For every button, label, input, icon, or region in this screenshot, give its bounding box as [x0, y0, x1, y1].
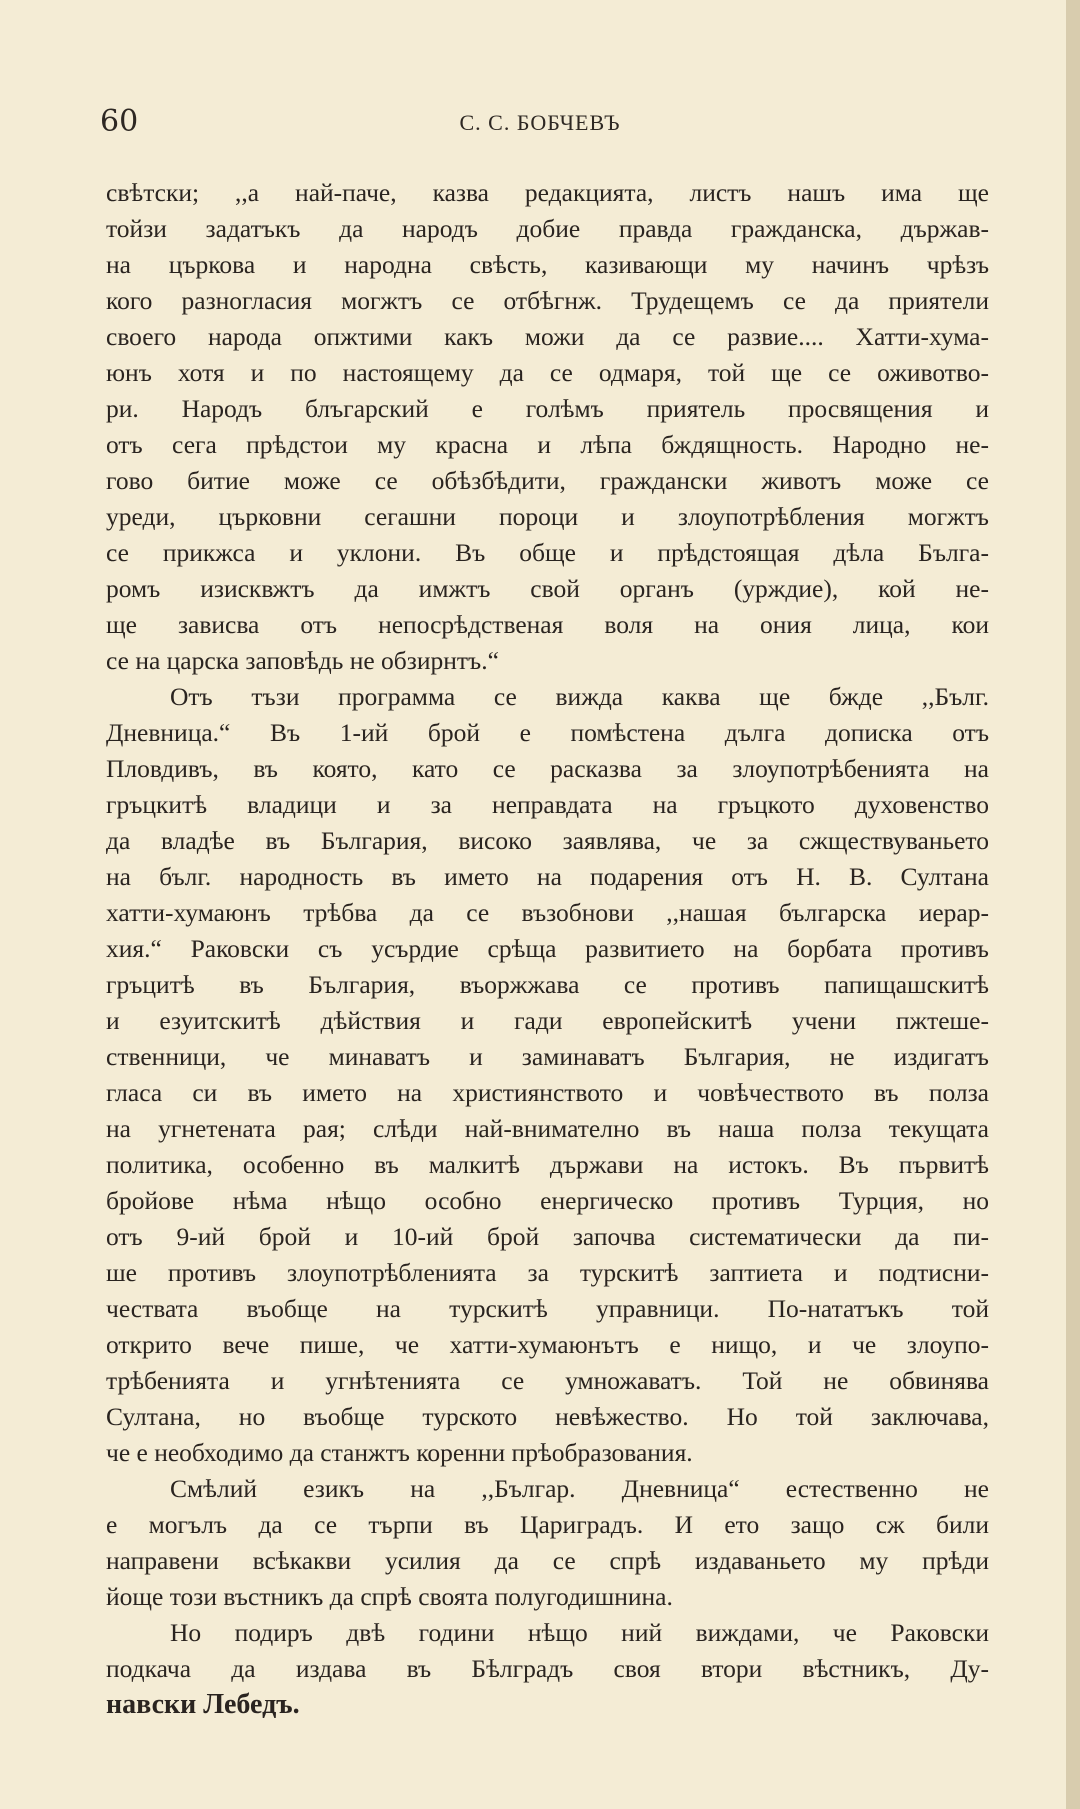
text-line: да владѣе въ България, високо заявлява, че за сжществуваньето [106, 826, 989, 855]
text-line: трѣбенията и угнѣтенията се умножаватъ. Той не обвинява [106, 1366, 989, 1395]
text-line: свѣтски; ,,а най-паче, казва редакцията, листъ нашъ има ще [106, 178, 989, 207]
text-line: се на царска заповѣдь не обзирнтъ.“ [106, 646, 499, 675]
text-line: ри. Народъ блъгарский е голѣмъ приятель просвящения и [106, 394, 989, 423]
text-line: е могълъ да се търпи въ Цариградъ. И ето защо сж били [106, 1510, 989, 1539]
text-line: се прикжса и уклони. Въ обще и прѣдстоящая дѣла Бълга- [106, 538, 989, 567]
text-line: ромъ изисквжтъ да имжтъ свой органъ (урждие), кой не- [106, 574, 989, 603]
text-line: политика, особенно въ малкитѣ държави на истокъ. Въ първитѣ [106, 1150, 989, 1179]
text-line: и езуитскитѣ дѣйствия и гади европейскитѣ учени пжтеше- [106, 1006, 989, 1035]
text-line: своего народа опжтими какъ можи да се развие.... Хатти-хума- [106, 322, 989, 351]
text-line: отъ 9-ий брой и 10-ий брой започва систематически да пи- [106, 1222, 989, 1251]
text-line: ще зависва отъ непосрѣдственая воля на ония лица, кои [106, 610, 989, 639]
text-line: на угнетената рая; слѣди най-внимателно въ наша полза текущата [106, 1114, 989, 1143]
text-line: гово битие може се обѣзбѣдити, граждански животъ може се [106, 466, 989, 495]
text-line: ственници, че минаватъ и заминаватъ България, не издигатъ [106, 1042, 989, 1071]
text-line: хатти-хумаюнъ трѣбва да се възобнови ,,нашая българска иерар- [106, 898, 989, 927]
page-edge [1066, 0, 1080, 1809]
text-line: гръцитѣ въ България, въоржжава се противъ папищашскитѣ [106, 970, 989, 999]
paragraph-start-line: Смѣлий езикъ на ,,Българ. Дневница“ естественно не [170, 1474, 989, 1503]
text-line: тойзи задатъкъ да народъ добие правда гражданска, държав- [106, 214, 989, 243]
running-head: С. С. БОБЧЕВЪ [459, 110, 621, 135]
text-line: Султана, но въобще турското невѣжество. Но той заключава, [106, 1402, 989, 1431]
paragraph-start-line: Отъ тъзи программа се вижда каква ще бжде ,,Бълг. [170, 682, 989, 711]
text-line: на бълг. народность въ името на подарения отъ Н. В. Султана [106, 862, 989, 891]
text-line: направени всѣкакви усилия да се спрѣ издаваньето му прѣди [106, 1546, 989, 1575]
text-line: гласа си въ името на християнството и човѣчеството въ полза [106, 1078, 989, 1107]
text-line: ше противъ злоупотрѣбленията за турскитѣ заптиета и подтисни- [106, 1258, 989, 1287]
text-line: Пловдивъ, въ която, като се расказва за злоупотрѣбенията на [106, 754, 989, 783]
text-line: гръцкитѣ владици и за неправдата на гръцкото духовенство [106, 790, 989, 819]
text-line: кого разногласия могжтъ се отбѣгнж. Трудещемъ се да приятели [106, 286, 989, 315]
text-line: чествата въобще на турскитѣ управници. По-нататъкъ той [106, 1294, 989, 1323]
text-line: юнъ хотя и по настоящему да се одмаря, той ще се оживотво- [106, 358, 989, 387]
text-line: на църкова и народна свѣсть, казивающи му начинъ чрѣзъ [106, 250, 989, 279]
text-line: навски Лебедъ. [106, 1689, 300, 1720]
text-line: че е необходимо да станжтъ коренни прѣобразования. [106, 1438, 693, 1467]
text-line: йоще този въстникъ да спрѣ своята полугодишнина. [106, 1582, 673, 1611]
text-line: хия.“ Раковски съ усърдие срѣща развитието на борбата противъ [106, 934, 989, 963]
text-line: открито вече пише, че хатти-хумаюнътъ е нищо, и че злоупо- [106, 1330, 989, 1359]
body-text [106, 175, 989, 1723]
text-line: бройове нѣма нѣщо особно енергическо противъ Турция, но [106, 1186, 989, 1215]
text-line: подкача да издава въ Бѣлградъ своя втори вѣстникъ, Ду- [106, 1654, 989, 1683]
paragraph-start-line: Но подиръ двѣ години нѣщо ний виждами, че Раковски [170, 1618, 989, 1647]
text-line: отъ сега прѣдстои му красна и лѣпа бждящность. Народно не- [106, 430, 989, 459]
page-number: 60 [100, 104, 139, 139]
text-line: уреди, църковни сегашни пороци и злоупотрѣбления могжтъ [106, 502, 989, 531]
text-line: Дневница.“ Въ 1-ий брой е помѣстена дълга дописка отъ [106, 718, 989, 747]
